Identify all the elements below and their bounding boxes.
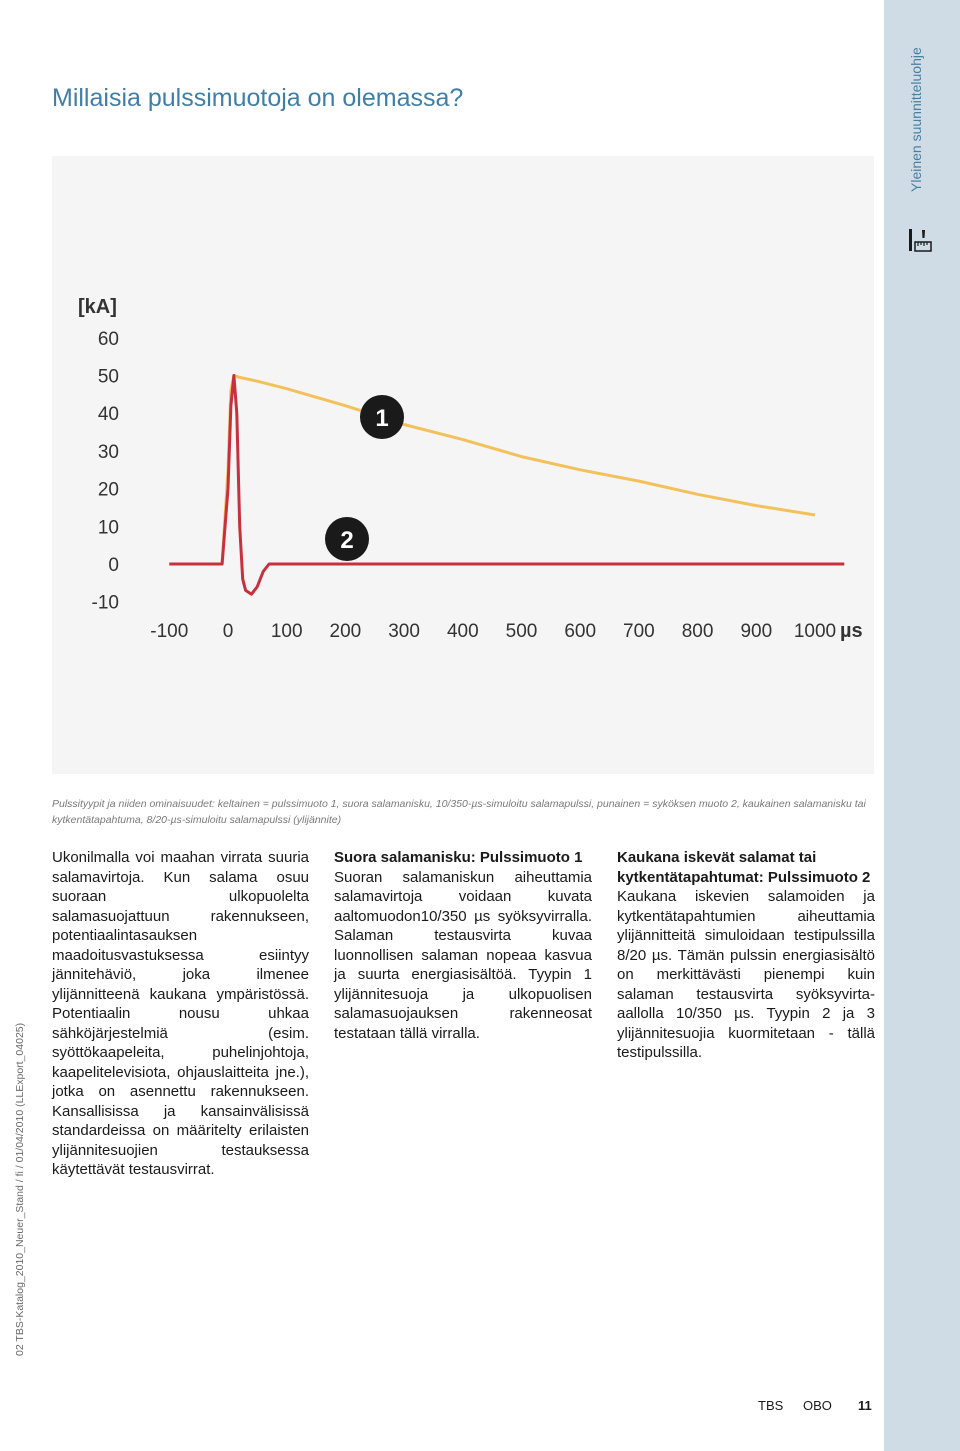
y-tick-label: 10 <box>97 517 119 539</box>
pulse-2-text: Kaukana iskevien salamoiden ja kytkentätapahtumien aiheuttamia ylijännitteitä simuloidaan testipulssilla 8/20 µs. Tämän pulssin energiasisältö on merkittävästi pienempi kuin salaman testausvirta syöksyvirta-aallolla 10/350 µs. Tyypin 2 ja 3 ylijännitesuojia kuormitetaan - tällä testipulssilla. <box>617 888 875 1061</box>
series-lines <box>169 376 844 595</box>
catalog-code-vertical: 02 TBS-Katalog_2010_Neuer_Stand / fi / 01/04/2010 (LLExport_04025) <box>14 1022 26 1356</box>
series-line-pulse-1 <box>169 376 815 565</box>
intro-column <box>52 848 309 1180</box>
marker-2-label: 2 <box>340 527 354 554</box>
marker-2 <box>325 517 369 561</box>
footer-brand-tbs: TBS <box>758 1398 784 1413</box>
x-tick-label: 700 <box>623 621 655 642</box>
x-tick-label: 0 <box>222 621 234 642</box>
x-tick-label: 200 <box>329 621 362 642</box>
pulse-1-text: Suoran salamaniskun aiheuttamia salamavirtoja voidaan kuvata aaltomuodon10/350 µs syöksyvirralla. Salaman testausvirta kuvaa luonnollisen salaman nopeaa kasvua ja suurta energiasisältöä. Tyypin 1 ylijännitesuoja ja ulkopuolisen salamasuojauksen rakenneosat testataan tällä virralla. <box>334 868 592 1042</box>
x-tick-label: -100 <box>150 621 189 642</box>
pulse-chart <box>52 156 874 774</box>
x-tick-label: 900 <box>740 621 773 642</box>
y-axis-label: [kA] <box>78 296 117 318</box>
pulse-2-heading: Kaukana iskevät salamat tai kytkentätapahtumat: Pulssimuoto 2 <box>617 849 871 886</box>
y-tick-label: 40 <box>97 404 119 426</box>
y-tick-label: 30 <box>97 441 119 463</box>
page-title: Millaisia pulssimuotoja on olemassa? <box>52 84 464 112</box>
pulse-chart-svg <box>52 156 874 774</box>
section-title-vertical: Yleinen suunnitteluohje <box>908 47 924 192</box>
intro-text: Ukonilmalla voi maahan virrata suuria salamavirtoja. Kun salama osuu suoraan ulkopuolelta salamasuojattuun rakennukseen, potentiaalintasauksen maadoitusvastuksessa esiintyy jännitehäviö, joka ilmenee ylijännitteenä kaukana ympäristössä. Potentiaalin nousu uhkaa sähköjärjestelmiä (esim. syöttökaapeleita, puhelinjohtoja, kaapelitelevisiota, ohjauslaitteita jne.), jotka on asennettu rakennukseen. Kansallisissa ja kansainvälisissä standardeissa on määritelty erilaisten ylijännitesuojien testauksessa käytettävät testausvirrat. <box>52 849 309 1178</box>
series-line-pulse-2 <box>169 376 844 595</box>
marker-1 <box>360 395 404 439</box>
y-tick-label: 0 <box>108 555 119 576</box>
x-axis-unit: µs <box>840 620 863 642</box>
ruler-brush-icon <box>906 226 934 254</box>
chart-caption: Pulssityypit ja niiden ominaisuudet: keltainen = pulssimuoto 1, suora salamanisku, 10/350-µs-simuloitu salamapulssi, punainen = syköksen muoto 2, kaukainen salamanisku tai kytkentätapahtuma, 8/20-µs-simuloitu salamapulssi (ylijännite) <box>52 798 866 826</box>
page-number: 11 <box>858 1398 872 1413</box>
pulse-2-column <box>617 848 875 1063</box>
x-tick-label: 800 <box>681 621 714 642</box>
x-tick-labels <box>150 621 836 642</box>
footer-brand-obo: OBO <box>803 1398 832 1413</box>
sidebar-band <box>884 0 960 1451</box>
marker-1-label: 1 <box>375 405 389 432</box>
x-tick-label: 1000 <box>793 621 837 642</box>
y-tick-label: 20 <box>97 479 119 501</box>
x-tick-label: 600 <box>564 621 597 642</box>
pulse-1-heading: Suora salamanisku: Pulssimuoto 1 <box>334 849 583 866</box>
y-tick-label: 50 <box>97 366 119 388</box>
x-tick-label: 100 <box>270 621 303 642</box>
x-tick-label: 500 <box>505 621 538 642</box>
y-tick-labels <box>92 329 119 614</box>
y-tick-label: -10 <box>91 592 119 614</box>
pulse-1-column <box>334 848 592 1043</box>
y-tick-label: 60 <box>97 328 119 350</box>
x-tick-label: 300 <box>388 621 420 642</box>
x-tick-label: 400 <box>446 621 479 642</box>
